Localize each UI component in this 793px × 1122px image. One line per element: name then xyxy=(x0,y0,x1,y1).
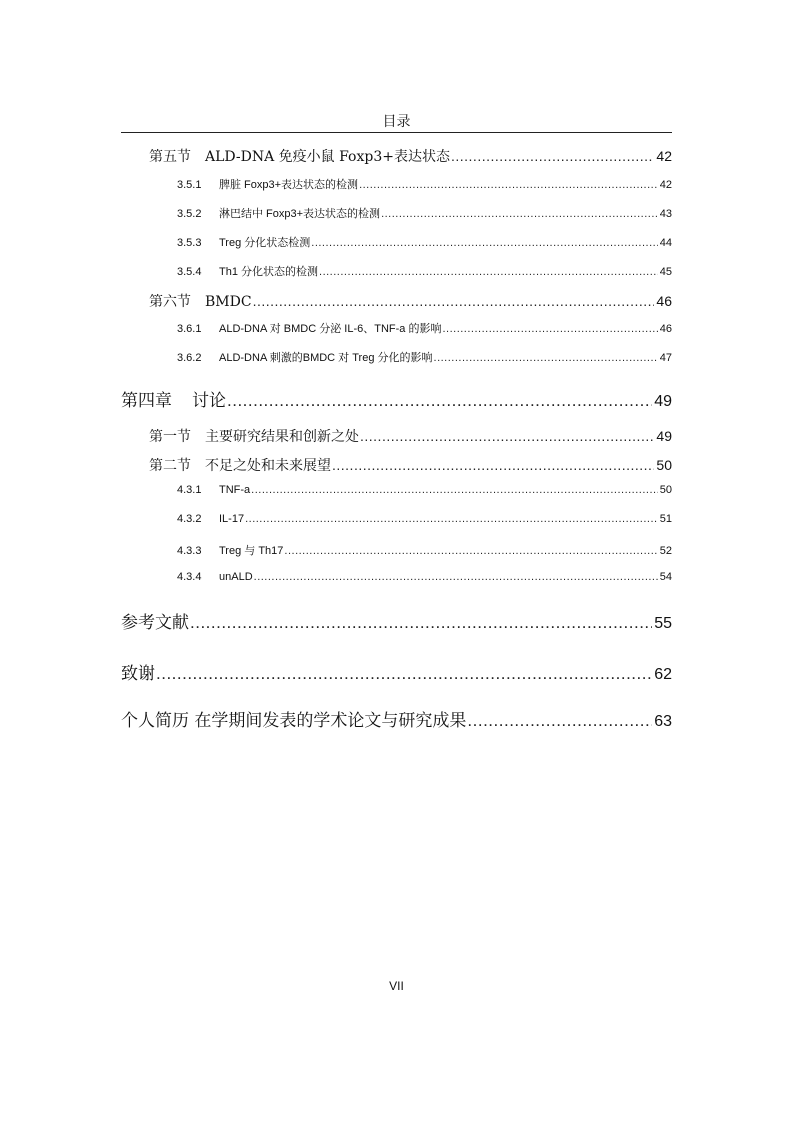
toc-entry-label xyxy=(177,263,318,279)
toc-entry-label xyxy=(121,659,155,684)
toc-entry-label xyxy=(121,608,189,633)
toc-entry-page: 46 xyxy=(659,323,672,335)
toc-entry-page: 63 xyxy=(654,713,672,730)
toc-entry-page: 44 xyxy=(659,237,672,249)
toc-entry-title: 讨论 xyxy=(192,391,226,411)
toc-entry[interactable] xyxy=(0,349,672,365)
dot-leader xyxy=(467,711,652,731)
toc-entry-page: 50 xyxy=(656,457,672,473)
dot-leader xyxy=(245,513,658,525)
toc-entry-number: 第六节 xyxy=(149,294,191,310)
toc-entry-title: TNF-a xyxy=(219,484,251,496)
dot-leader xyxy=(434,352,658,364)
toc-entry-title: IL-17 xyxy=(219,513,245,525)
toc-entry[interactable] xyxy=(0,542,672,558)
toc-entry-title: 参考文献 xyxy=(121,613,189,633)
toc-entry-page: 45 xyxy=(659,266,672,278)
toc-entry-label xyxy=(177,234,310,250)
dot-leader xyxy=(319,266,658,278)
dot-leader xyxy=(284,545,657,557)
toc-entry-title: ALD-DNA 免疫小鼠 Foxp3+表达状态 xyxy=(205,149,450,165)
dot-leader xyxy=(360,428,654,444)
toc-entry[interactable] xyxy=(0,176,672,192)
dot-leader xyxy=(156,664,652,684)
toc-entry-page: 62 xyxy=(654,666,672,683)
toc-entry-title: ALD-DNA 对 BMDC 分泌 IL-6、TNF-a 的影响 xyxy=(219,323,442,335)
toc-entry[interactable] xyxy=(0,234,672,250)
toc-entry-title: Treg 分化状态检测 xyxy=(219,237,311,249)
toc-entry[interactable] xyxy=(0,146,672,166)
toc-entry-label xyxy=(121,706,466,731)
toc-entry-page: 51 xyxy=(659,513,672,525)
toc-entry-page: 42 xyxy=(656,148,672,164)
dot-leader xyxy=(442,323,657,335)
toc-entry-number: 4.3.2 xyxy=(177,513,202,525)
toc-entry-title: ALD-DNA 刺激的BMDC 对 Treg 分化的影响 xyxy=(219,352,433,364)
toc-entry-number: 第五节 xyxy=(149,149,191,165)
dot-leader xyxy=(251,484,658,496)
toc-entry-number: 4.3.3 xyxy=(177,545,202,557)
toc-entry-label xyxy=(149,146,450,166)
toc-entry-page: 49 xyxy=(654,393,672,410)
toc-entry-label xyxy=(149,455,331,475)
toc-entry-number: 3.5.1 xyxy=(177,179,202,191)
dot-leader xyxy=(359,179,658,191)
dot-leader xyxy=(190,613,652,633)
toc-entry-label xyxy=(177,513,244,525)
toc-entry[interactable] xyxy=(0,706,672,731)
toc-entry-page: 54 xyxy=(659,571,672,583)
toc-entry-title: 不足之处和未来展望 xyxy=(205,458,331,474)
toc-entry-number: 第四章 xyxy=(121,391,172,411)
toc-entry[interactable] xyxy=(0,513,672,525)
dot-leader xyxy=(254,571,658,583)
toc-entry-number: 3.5.3 xyxy=(177,237,202,249)
toc-entry-page: 55 xyxy=(654,615,672,632)
toc-entry-number: 4.3.1 xyxy=(177,484,202,496)
toc-entry-label xyxy=(149,291,252,311)
toc-entry-label xyxy=(177,205,380,221)
page-header-title: 目录 xyxy=(382,114,411,130)
dot-leader xyxy=(311,237,657,249)
toc-entry-label xyxy=(177,542,283,558)
toc-entry-title: unALD xyxy=(219,571,253,583)
page-number: VII xyxy=(389,979,404,993)
toc-entry-title: Th1 分化状态的检测 xyxy=(219,266,319,278)
toc-entry-label xyxy=(177,484,250,496)
toc-entry[interactable] xyxy=(0,320,672,336)
toc-entry-page: 46 xyxy=(656,293,672,309)
toc-entry-label xyxy=(177,349,433,365)
toc-entry-title: 淋巴结中 Foxp3+表达状态的检测 xyxy=(219,208,381,220)
toc-entry-number: 3.5.2 xyxy=(177,208,202,220)
toc-entry-title: BMDC xyxy=(205,294,252,310)
toc-entry[interactable] xyxy=(0,291,672,311)
toc-entry[interactable] xyxy=(0,263,672,279)
toc-entry-label xyxy=(121,386,226,411)
toc-entry-title: 主要研究结果和创新之处 xyxy=(205,429,359,445)
toc-entry-page: 43 xyxy=(659,208,672,220)
toc-entry-number: 4.3.4 xyxy=(177,571,202,583)
header-divider xyxy=(121,132,672,133)
toc-entry[interactable] xyxy=(0,455,672,475)
dot-leader xyxy=(332,457,654,473)
toc-entry-number: 3.6.1 xyxy=(177,323,202,335)
toc-entry-page: 47 xyxy=(659,352,672,364)
toc-entry[interactable] xyxy=(0,205,672,221)
toc-entry-title: 致谢 xyxy=(121,664,155,684)
toc-entry-number: 3.5.4 xyxy=(177,266,202,278)
dot-leader xyxy=(227,391,652,411)
toc-entry-page: 49 xyxy=(656,428,672,444)
toc-entry[interactable] xyxy=(0,608,672,633)
toc-entry-label xyxy=(177,571,253,583)
toc-entry-number: 第一节 xyxy=(149,429,191,445)
toc-entry[interactable] xyxy=(0,484,672,496)
toc-entry-title: 脾脏 Foxp3+表达状态的检测 xyxy=(219,179,359,191)
toc-entry[interactable] xyxy=(0,659,672,684)
toc-entry-title: 个人简历 在学期间发表的学术论文与研究成果 xyxy=(121,711,467,731)
dot-leader xyxy=(381,208,658,220)
dot-leader xyxy=(253,293,655,309)
toc-entry-label xyxy=(177,320,441,336)
dot-leader xyxy=(451,148,654,164)
toc-entry-page: 50 xyxy=(659,484,672,496)
toc-entry[interactable] xyxy=(0,571,672,583)
toc-entry-number: 3.6.2 xyxy=(177,352,202,364)
toc-entry-label xyxy=(149,426,359,446)
toc-entry-number: 第二节 xyxy=(149,458,191,474)
toc-entry-label xyxy=(177,176,358,192)
toc-entry-page: 52 xyxy=(659,545,672,557)
toc-entry[interactable] xyxy=(0,386,672,411)
toc-entry[interactable] xyxy=(0,426,672,446)
toc-entry-title: Treg 与 Th17 xyxy=(219,545,284,557)
toc-entry-page: 42 xyxy=(659,179,672,191)
